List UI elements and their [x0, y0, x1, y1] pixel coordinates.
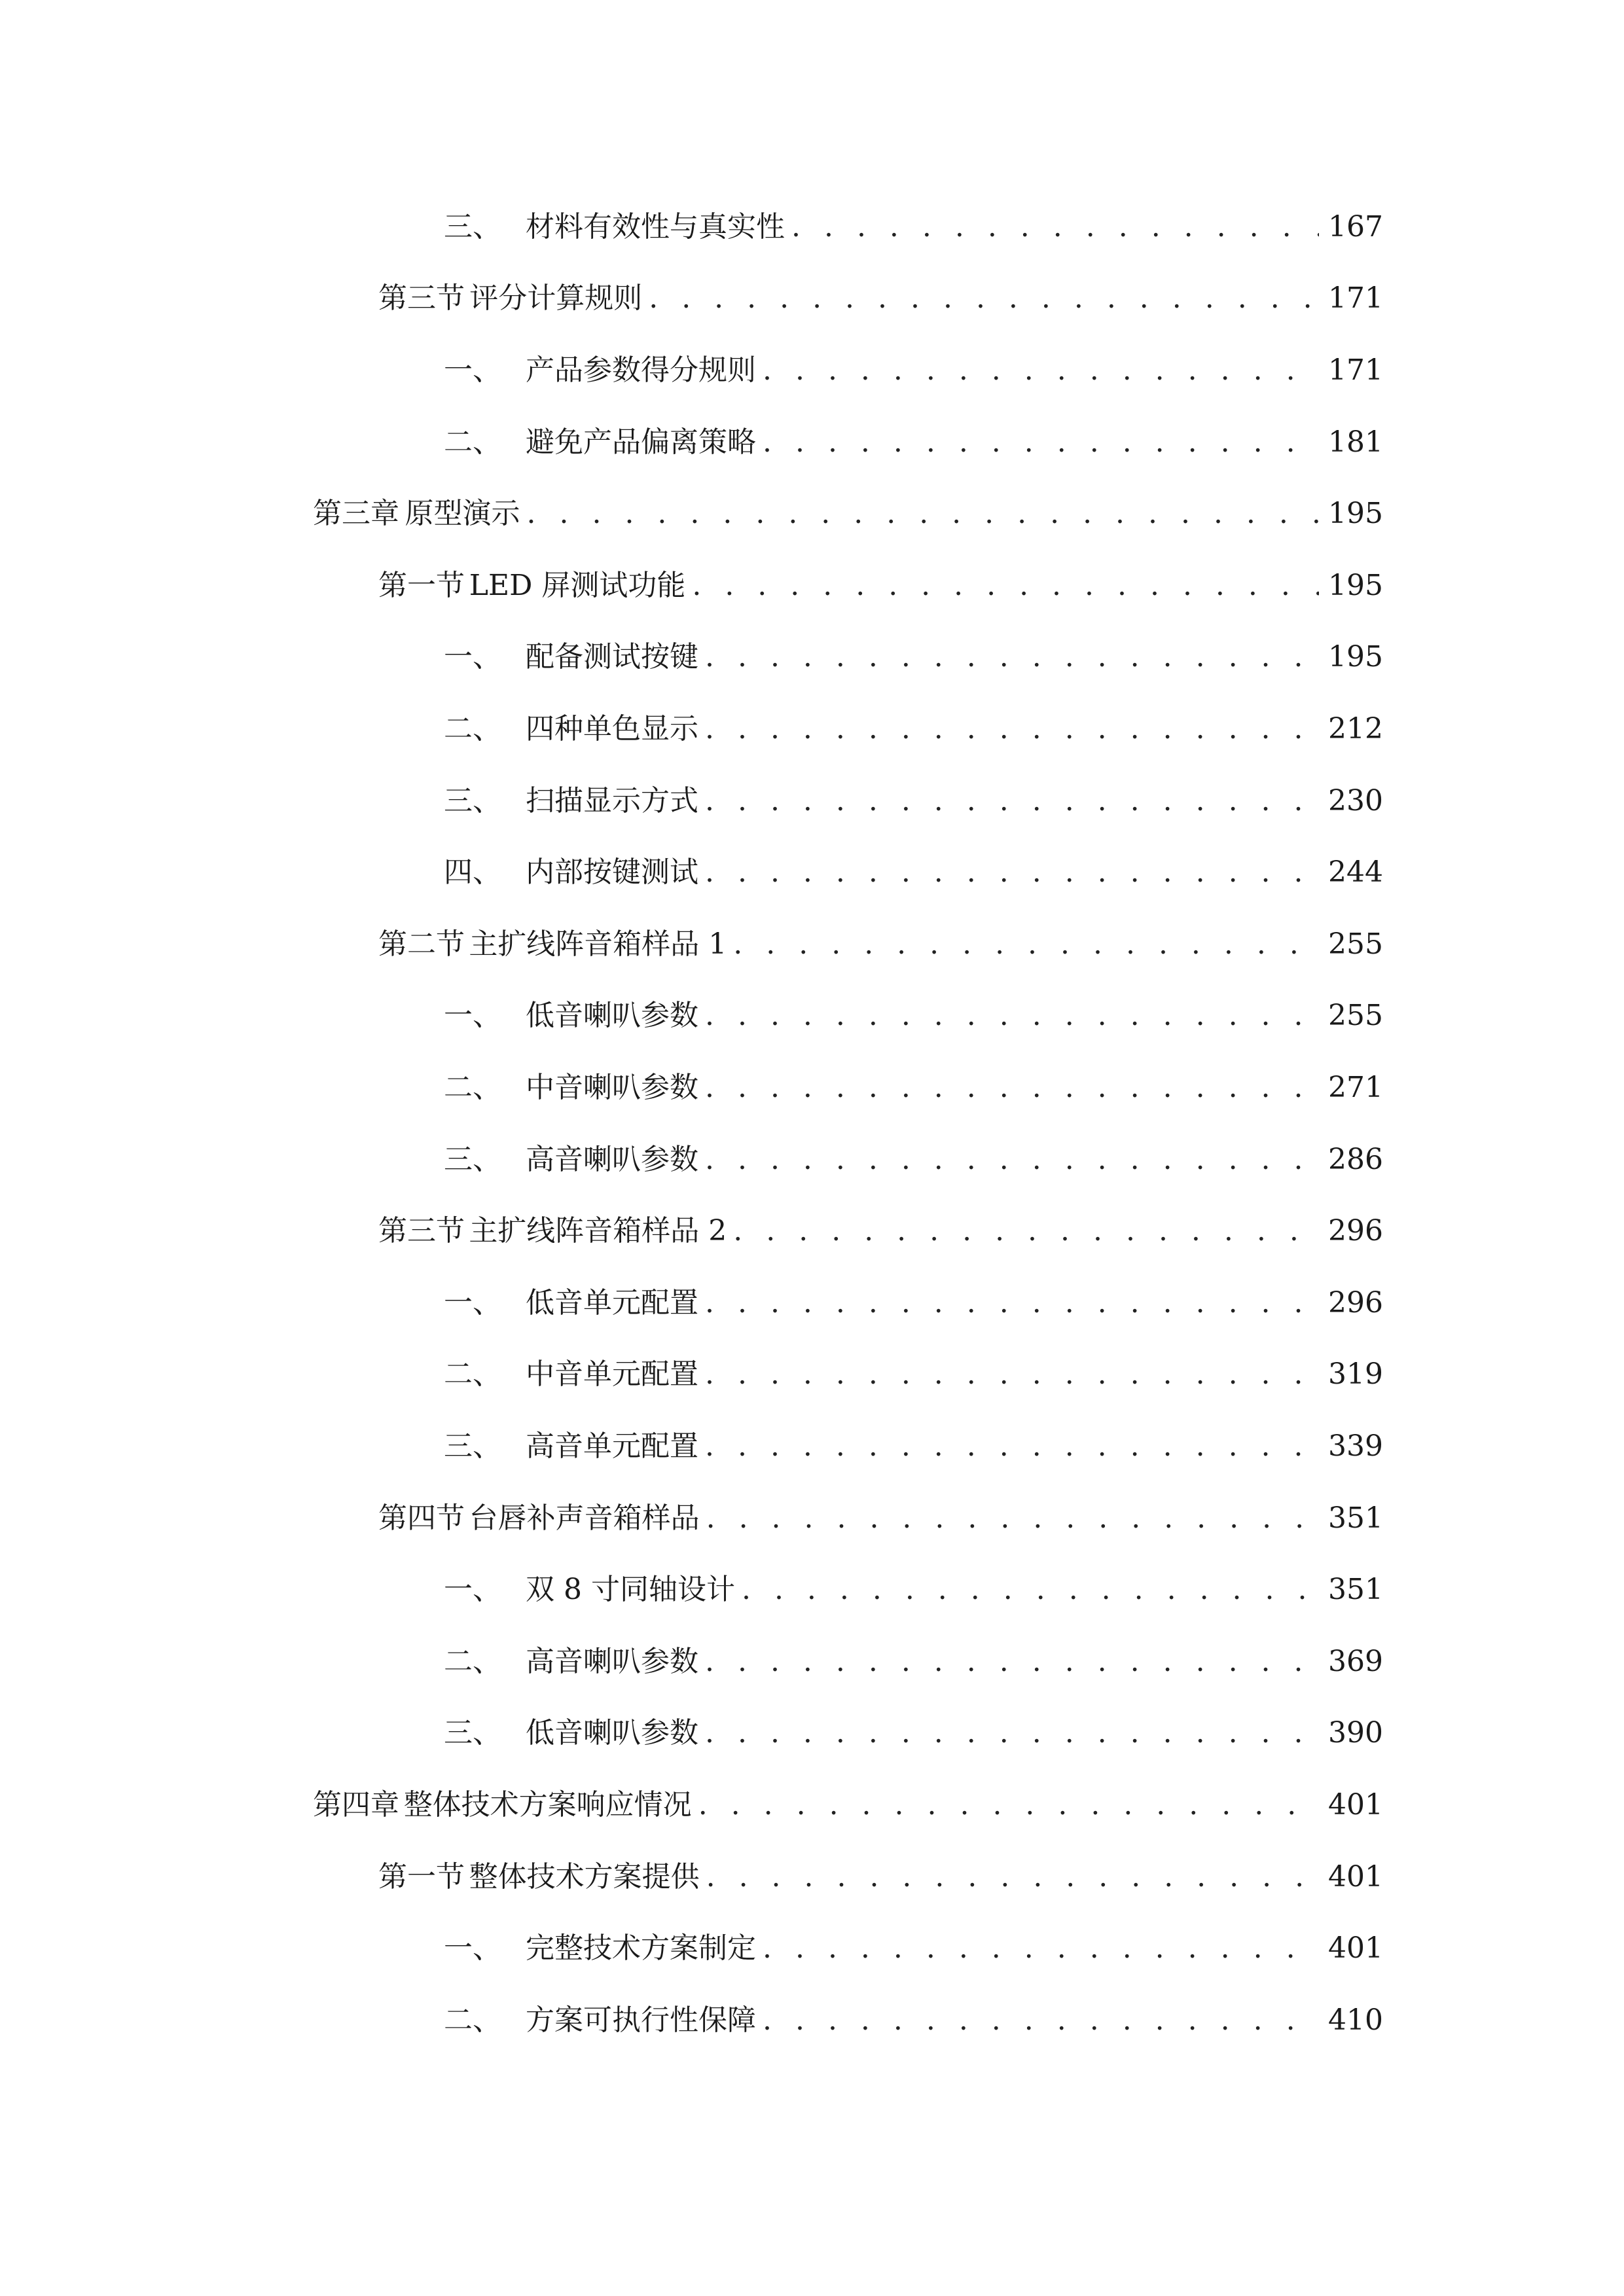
- toc-entry-title: 主扩线阵音箱样品 2: [469, 1214, 727, 1247]
- toc-entry-title: 材料有效性与真实性: [526, 210, 785, 243]
- toc-entry-page-number: 401: [1328, 1931, 1383, 1965]
- toc-dot-leader: [705, 1707, 1319, 1759]
- toc-dot-leader: [791, 201, 1319, 253]
- toc-entry-page-number: 167: [1328, 210, 1383, 243]
- toc-entry-number: 二、: [444, 425, 501, 459]
- toc-dot-leader: [705, 775, 1319, 827]
- toc-entry-title: 中音单元配置: [526, 1357, 698, 1391]
- toc-dot-leader: [763, 344, 1319, 397]
- toc-dot-leader: [706, 1851, 1319, 1903]
- toc-dot-leader: [705, 1420, 1319, 1473]
- toc-entry-page-number: 401: [1328, 1788, 1383, 1821]
- toc-entry-title: 完整技术方案制定: [526, 1931, 756, 1965]
- toc-dot-leader: [763, 1922, 1319, 1975]
- toc-entry-page-number: 171: [1328, 281, 1383, 315]
- toc-entry-title: 方案可执行性保障: [526, 2003, 756, 2037]
- toc-entry-page-number: 195: [1328, 569, 1383, 602]
- toc-entry[interactable]: [444, 775, 1383, 827]
- toc-dot-leader: [705, 703, 1319, 755]
- toc-dot-leader: [706, 1492, 1319, 1545]
- toc-entry[interactable]: [444, 1134, 1383, 1186]
- toc-entry-number: 一、: [444, 1931, 501, 1965]
- toc-dot-leader: [733, 918, 1319, 971]
- toc-entry-title: 高音喇叭参数: [526, 1143, 698, 1176]
- toc-entry-number: 三、: [444, 1143, 501, 1176]
- toc-entry-title: 台唇补声音箱样品: [469, 1501, 700, 1535]
- toc-entry-page-number: 410: [1328, 2003, 1383, 2037]
- toc-entry-number: 第四章: [313, 1788, 399, 1821]
- toc-entry-title: 中音喇叭参数: [526, 1071, 698, 1104]
- toc-entry-number: 三、: [444, 1716, 501, 1749]
- toc-entry-title: 低音喇叭参数: [526, 1716, 698, 1749]
- toc-entry[interactable]: [378, 560, 1383, 612]
- toc-entry-page-number: 296: [1328, 1214, 1383, 1247]
- toc-dot-leader: [527, 488, 1319, 540]
- toc-entry[interactable]: [313, 1779, 1383, 1831]
- toc-dot-leader: [698, 1779, 1319, 1831]
- toc-entry-title: 高音喇叭参数: [526, 1645, 698, 1678]
- toc-entry-number: 三、: [444, 210, 501, 243]
- toc-entry-number: 四、: [444, 855, 501, 889]
- toc-entry[interactable]: [444, 1564, 1383, 1616]
- toc-entry-page-number: 339: [1328, 1429, 1383, 1463]
- toc-entry-number: 一、: [444, 999, 501, 1032]
- toc-dot-leader: [705, 990, 1319, 1042]
- toc-entry-title: 产品参数得分规则: [526, 353, 756, 387]
- toc-entry-number: 二、: [444, 712, 501, 745]
- toc-entry-title: 四种单色显示: [526, 712, 698, 745]
- toc-entry-title: 扫描显示方式: [526, 784, 698, 817]
- toc-entry[interactable]: [444, 344, 1383, 397]
- toc-entry[interactable]: [444, 1636, 1383, 1688]
- toc-entry-title: 整体技术方案提供: [469, 1860, 700, 1893]
- toc-dot-leader: [705, 1348, 1319, 1401]
- toc-dot-leader: [705, 1062, 1319, 1114]
- toc-entry[interactable]: [444, 703, 1383, 755]
- toc-entry-page-number: 286: [1328, 1143, 1383, 1176]
- toc-entry[interactable]: [444, 1420, 1383, 1473]
- toc-entry-number: 一、: [444, 353, 501, 387]
- toc-entry[interactable]: [378, 272, 1383, 325]
- toc-entry[interactable]: [378, 1205, 1383, 1257]
- toc-entry[interactable]: [444, 990, 1383, 1042]
- toc-entry-number: 二、: [444, 1357, 501, 1391]
- toc-entry-number: 二、: [444, 2003, 501, 2037]
- toc-dot-leader: [705, 1636, 1319, 1688]
- toc-entry-title: 原型演示: [405, 497, 520, 530]
- toc-entry-number: 第三章: [313, 497, 399, 530]
- toc-entry[interactable]: [444, 846, 1383, 899]
- toc-dot-leader: [763, 416, 1319, 469]
- toc-entry-number: 一、: [444, 640, 501, 673]
- toc-entry[interactable]: [313, 488, 1383, 540]
- toc-entry-number: 二、: [444, 1071, 501, 1104]
- toc-entry-page-number: 195: [1328, 497, 1383, 530]
- toc-entry-number: 第一节: [378, 1860, 465, 1893]
- toc-entry-page-number: 171: [1328, 353, 1383, 387]
- toc-entry-number: 第四节: [378, 1501, 465, 1535]
- toc-dot-leader: [705, 846, 1319, 899]
- toc-entry[interactable]: [444, 1348, 1383, 1401]
- toc-entry-title: 主扩线阵音箱样品 1: [469, 927, 727, 961]
- toc-entry-page-number: 255: [1328, 927, 1383, 961]
- toc-dot-leader: [705, 1134, 1319, 1186]
- toc-entry-page-number: 212: [1328, 712, 1383, 745]
- toc-entry-page-number: 351: [1328, 1501, 1383, 1535]
- toc-entry-number: 三、: [444, 1429, 501, 1463]
- toc-entry-number: 第二节: [378, 927, 465, 961]
- toc-dot-leader: [705, 1277, 1319, 1329]
- toc-entry[interactable]: [378, 918, 1383, 971]
- toc-entry-title: LED 屏测试功能: [469, 569, 686, 602]
- toc-entry-number: 第三节: [378, 1214, 465, 1247]
- toc-entry-title: 低音喇叭参数: [526, 999, 698, 1032]
- toc-entry-title: 避免产品偏离策略: [526, 425, 756, 459]
- toc-entry[interactable]: [378, 1492, 1383, 1545]
- toc-dot-leader: [705, 631, 1319, 683]
- toc-entry-title: 内部按键测试: [526, 855, 698, 889]
- toc-entry[interactable]: [444, 1994, 1383, 2047]
- toc-entry-title: 整体技术方案响应情况: [403, 1788, 692, 1821]
- toc-entry-title: 配备测试按键: [526, 640, 698, 673]
- toc-entry-page-number: 255: [1328, 999, 1383, 1032]
- toc-entry-page-number: 390: [1328, 1716, 1383, 1749]
- toc-entry-title: 评分计算规则: [469, 281, 643, 315]
- toc-entry-page-number: 369: [1328, 1645, 1383, 1678]
- toc-entry-page-number: 296: [1328, 1286, 1383, 1319]
- toc-entry-page-number: 244: [1328, 855, 1383, 889]
- toc-entry[interactable]: [444, 631, 1383, 683]
- toc-entry-page-number: 401: [1328, 1860, 1383, 1893]
- toc-entry-number: 一、: [444, 1286, 501, 1319]
- toc-entry[interactable]: [444, 201, 1383, 253]
- toc-entry[interactable]: [444, 1277, 1383, 1329]
- toc-dot-leader: [742, 1564, 1319, 1616]
- toc-entry-number: 二、: [444, 1645, 501, 1678]
- toc-entry-page-number: 181: [1328, 425, 1383, 459]
- toc-entry[interactable]: [378, 1851, 1383, 1903]
- toc-entry-number: 第三节: [378, 281, 465, 315]
- toc-entry-title: 高音单元配置: [526, 1429, 698, 1463]
- toc-dot-leader: [763, 1994, 1319, 2047]
- toc-entry-page-number: 319: [1328, 1357, 1383, 1391]
- toc-entry-number: 第一节: [378, 569, 465, 602]
- toc-dot-leader: [733, 1205, 1319, 1257]
- toc-dot-leader: [692, 560, 1319, 612]
- toc-entry[interactable]: [444, 1062, 1383, 1114]
- toc-entry[interactable]: [444, 1707, 1383, 1759]
- toc-entry-number: 三、: [444, 784, 501, 817]
- toc-entry-page-number: 195: [1328, 640, 1383, 673]
- toc-entry-title: 低音单元配置: [526, 1286, 698, 1319]
- toc-entry[interactable]: [444, 416, 1383, 469]
- toc-entry-page-number: 230: [1328, 784, 1383, 817]
- toc-entry-title: 双 8 寸同轴设计: [526, 1573, 735, 1606]
- toc-entry-number: 一、: [444, 1573, 501, 1606]
- toc-entry[interactable]: [444, 1922, 1383, 1975]
- toc-entry-page-number: 271: [1328, 1071, 1383, 1104]
- toc-dot-leader: [649, 272, 1319, 325]
- toc-entry-page-number: 351: [1328, 1573, 1383, 1606]
